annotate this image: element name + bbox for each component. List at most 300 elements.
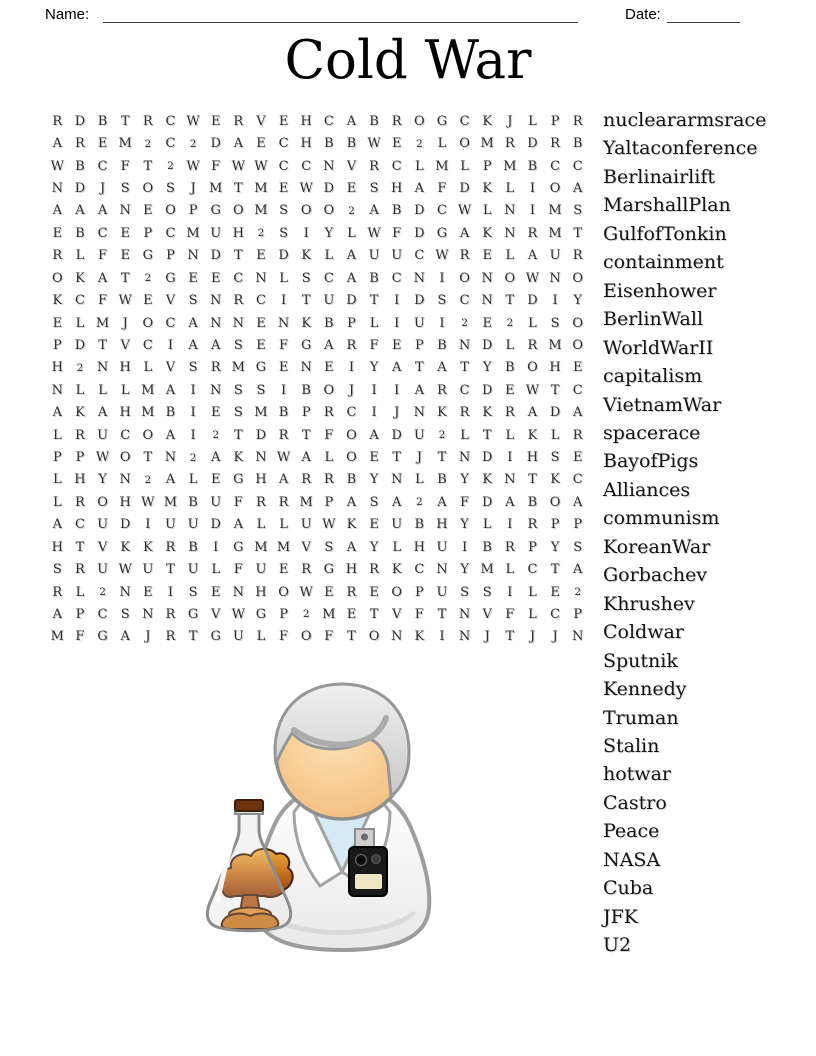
grid-cell: K — [301, 315, 312, 331]
grid-cell: F — [505, 606, 515, 622]
grid-cell: J — [190, 180, 196, 196]
grid-cell: U — [210, 225, 222, 241]
grid-cell: Y — [324, 225, 334, 241]
grid-cell: 2 — [438, 429, 446, 442]
grid-cell: C — [459, 113, 470, 129]
grid-cell: B — [369, 113, 379, 129]
grid-cell: O — [459, 136, 470, 152]
grid-cell: T — [120, 270, 130, 286]
grid-cell: R — [572, 113, 583, 129]
grid-cell: 2 — [144, 137, 152, 150]
grid-cell: W — [141, 494, 155, 510]
grid-cell: L — [369, 315, 379, 331]
grid-cell: N — [210, 315, 222, 331]
grid-cell: A — [165, 472, 176, 488]
grid-cell: A — [188, 337, 198, 353]
grid-cell: A — [346, 248, 357, 264]
grid-cell: 2 — [348, 204, 355, 217]
grid-cell: H — [413, 539, 425, 555]
grid-cell: R — [437, 382, 447, 398]
grid-cell: L — [75, 315, 85, 331]
grid-cell: L — [120, 382, 130, 398]
grid-cell: A — [572, 494, 583, 510]
grid-cell: I — [145, 517, 151, 533]
grid-cell: L — [482, 517, 492, 533]
grid-cell: K — [142, 539, 153, 555]
grid-cell: R — [301, 562, 312, 578]
grid-cell: N — [572, 629, 584, 645]
grid-cell: D — [278, 248, 289, 264]
grid-cell: D — [323, 180, 335, 196]
grid-cell: G — [255, 360, 267, 376]
grid-cell: D — [481, 337, 493, 353]
grid-cell: P — [573, 517, 583, 533]
grid-cell: A — [527, 248, 538, 264]
grid-cell: D — [255, 427, 267, 443]
grid-cell: F — [279, 337, 289, 353]
grid-cell: P — [75, 606, 85, 622]
grid-cell: I — [394, 315, 400, 331]
grid-cell: H — [232, 225, 244, 241]
grid-cell: I — [167, 337, 173, 353]
grid-cell: F — [279, 629, 289, 645]
grid-cell: B — [482, 539, 492, 555]
grid-cell: E — [52, 315, 63, 331]
grid-cell: T — [550, 382, 560, 398]
grid-cell: H — [119, 360, 131, 376]
grid-cell: H — [74, 472, 86, 488]
grid-cell: C — [436, 203, 447, 219]
grid-cell: G — [142, 248, 153, 264]
grid-cell: E — [346, 606, 357, 622]
word-list-item: NASA — [603, 848, 661, 871]
word-list-item: Cuba — [603, 877, 654, 900]
grid-cell: N — [232, 315, 244, 331]
grid-cell: R — [165, 606, 176, 622]
grid-cell: R — [52, 113, 63, 129]
grid-cell: L — [75, 584, 85, 600]
grid-cell: C — [323, 113, 334, 129]
grid-cell: N — [164, 450, 177, 466]
grid-cell: O — [300, 203, 312, 219]
grid-cell: E — [256, 136, 266, 152]
grid-cell: O — [549, 494, 561, 510]
grid-cell: M — [435, 158, 449, 174]
grid-cell: C — [165, 225, 176, 241]
grid-cell: M — [141, 382, 155, 398]
grid-cell: R — [75, 562, 85, 578]
grid-cell: M — [209, 180, 223, 196]
grid-cell: Y — [369, 360, 379, 376]
grid-cell: E — [52, 225, 63, 241]
grid-cell: D — [481, 450, 493, 466]
grid-cell: P — [347, 315, 356, 331]
grid-cell: R — [527, 337, 538, 353]
grid-cell: K — [482, 113, 493, 129]
grid-cell: S — [550, 450, 560, 466]
grid-cell: O — [572, 270, 584, 286]
grid-cell: A — [301, 450, 311, 466]
grid-cell: N — [391, 629, 403, 645]
word-list-item: Berlinairlift — [603, 165, 715, 188]
grid-cell: A — [52, 136, 62, 152]
grid-cell: L — [211, 562, 220, 578]
grid-cell: V — [256, 113, 266, 129]
grid-cell: N — [187, 248, 199, 264]
grid-cell: S — [550, 315, 560, 331]
grid-cell: R — [369, 158, 379, 174]
grid-cell: C — [391, 270, 402, 286]
grid-cell: O — [346, 427, 357, 443]
grid-cell: C — [165, 136, 176, 152]
grid-cell: A — [233, 136, 243, 152]
grid-cell: H — [119, 405, 131, 421]
grid-cell: S — [256, 382, 266, 398]
grid-cell: C — [97, 606, 108, 622]
grid-cell: D — [414, 203, 425, 219]
grid-cell: K — [482, 180, 493, 196]
grid-cell: L — [347, 225, 356, 241]
grid-cell: U — [97, 427, 109, 443]
grid-cell: U — [413, 315, 425, 331]
grid-cell: R — [52, 248, 63, 264]
grid-cell: C — [165, 315, 176, 331]
grid-cell: A — [505, 494, 515, 510]
grid-cell: L — [324, 450, 334, 466]
word-list-item: nucleararmsrace — [603, 109, 767, 131]
grid-cell: Y — [98, 472, 107, 488]
grid-cell: M — [50, 629, 64, 645]
grid-cell: B — [437, 472, 447, 488]
grid-cell: M — [480, 562, 494, 578]
grid-cell: 2 — [189, 137, 197, 150]
grid-cell: W — [457, 203, 472, 219]
word-list-item: WorldWarII — [603, 336, 714, 359]
grid-cell: F — [120, 158, 130, 174]
grid-cell: I — [507, 450, 513, 466]
grid-cell: H — [255, 472, 267, 488]
word-list-item: containment — [603, 251, 724, 274]
grid-cell: B — [324, 315, 334, 331]
grid-cell: H — [51, 360, 63, 376]
grid-cell: Y — [460, 472, 469, 488]
grid-cell: T — [573, 225, 583, 241]
grid-cell: E — [210, 113, 221, 129]
grid-cell: S — [573, 539, 583, 555]
grid-cell: L — [528, 584, 537, 600]
grid-cell: R — [323, 405, 334, 421]
grid-cell: F — [437, 180, 447, 196]
grid-cell: O — [527, 360, 538, 376]
grid-cell: C — [391, 158, 402, 174]
grid-cell: C — [278, 158, 289, 174]
grid-cell: A — [459, 225, 470, 241]
grid-cell: F — [460, 494, 470, 510]
grid-cell: N — [549, 270, 561, 286]
grid-cell: B — [527, 158, 538, 174]
grid-cell: V — [301, 539, 311, 555]
grid-cell: D — [481, 494, 493, 510]
grid-cell: R — [256, 494, 266, 510]
word-list-item: GulfofTonkin — [603, 222, 727, 245]
grid-cell: H — [119, 494, 131, 510]
word-list-item: Yaltaconference — [603, 137, 758, 160]
grid-cell: K — [346, 517, 357, 533]
word-list-item: Stalin — [603, 734, 660, 757]
grid-cell: L — [279, 517, 288, 533]
grid-cell: T — [528, 472, 537, 488]
name-label: Name: — [45, 6, 90, 23]
grid-cell: E — [391, 136, 402, 152]
grid-cell: S — [369, 180, 379, 196]
grid-cell: A — [52, 517, 62, 533]
grid-cell: T — [301, 293, 311, 309]
grid-cell: C — [233, 270, 244, 286]
grid-cell: A — [391, 494, 402, 510]
grid-cell: A — [75, 203, 85, 219]
grid-cell: N — [504, 472, 516, 488]
grid-cell: G — [300, 337, 312, 353]
grid-cell: R — [527, 225, 538, 241]
grid-cell: L — [414, 158, 424, 174]
grid-cell: I — [280, 382, 287, 398]
grid-cell: B — [346, 472, 357, 488]
scientist-illustration — [193, 660, 437, 952]
grid-cell: R — [346, 337, 357, 353]
grid-cell: S — [482, 584, 492, 600]
grid-cell: L — [482, 203, 492, 219]
grid-cell: M — [548, 337, 562, 353]
grid-cell: B — [301, 382, 311, 398]
grid-cell: E — [346, 180, 357, 196]
grid-cell: M — [299, 494, 313, 510]
grid-cell: B — [391, 203, 402, 219]
grid-cell: G — [233, 472, 244, 488]
grid-cell: M — [548, 203, 562, 219]
grid-cell: O — [142, 180, 154, 196]
grid-cell: N — [119, 584, 131, 600]
grid-cell: O — [459, 270, 470, 286]
grid-cell: I — [439, 629, 445, 645]
grid-cell: E — [278, 113, 289, 129]
grid-cell: F — [211, 158, 221, 174]
grid-cell: N — [51, 180, 63, 196]
grid-cell: M — [503, 158, 517, 174]
grid-cell: L — [324, 248, 334, 264]
word-list-item: JFK — [603, 905, 638, 928]
grid-cell: D — [481, 382, 493, 398]
grid-cell: N — [504, 225, 516, 241]
grid-cell: Y — [369, 539, 379, 555]
grid-cell: W — [231, 606, 245, 622]
grid-cell: J — [552, 629, 558, 645]
grid-cell: I — [507, 517, 513, 533]
grid-cell: I — [439, 315, 445, 331]
grid-cell: R — [165, 629, 176, 645]
grid-cell: L — [528, 113, 537, 129]
grid-cell: L — [505, 562, 515, 578]
grid-cell: A — [165, 382, 176, 398]
grid-cell: P — [573, 606, 583, 622]
grid-cell: M — [254, 180, 268, 196]
grid-cell: H — [51, 539, 63, 555]
grid-cell: D — [527, 136, 538, 152]
grid-cell: T — [369, 293, 379, 309]
grid-cell: D — [414, 293, 425, 309]
grid-cell: E — [120, 248, 130, 264]
grid-cell: K — [482, 405, 493, 421]
grid-cell: P — [52, 337, 62, 353]
grid-cell: R — [504, 539, 515, 555]
grid-cell: A — [165, 427, 176, 443]
word-list-item: U2 — [603, 934, 632, 957]
grid-cell: P — [324, 494, 334, 510]
grid-cell: S — [573, 203, 583, 219]
grid-cell: L — [279, 270, 288, 286]
grid-cell: O — [165, 203, 176, 219]
grid-cell: M — [322, 606, 336, 622]
grid-cell: V — [482, 606, 492, 622]
word-list-item: Truman — [603, 706, 679, 729]
grid-cell: B — [75, 225, 85, 241]
grid-cell: A — [346, 113, 357, 129]
grid-cell: L — [392, 539, 401, 555]
grid-cell: O — [504, 270, 516, 286]
grid-cell: E — [482, 248, 492, 264]
grid-cell: K — [233, 450, 244, 466]
grid-cell: O — [278, 584, 289, 600]
grid-cell: N — [458, 606, 471, 622]
grid-cell: L — [52, 472, 62, 488]
grid-cell: F — [233, 562, 243, 578]
grid-cell: I — [348, 360, 354, 376]
grid-cell: E — [278, 562, 289, 578]
grid-cell: U — [436, 584, 448, 600]
grid-cell: A — [346, 270, 357, 286]
grid-cell: P — [143, 225, 153, 241]
grid-cell: O — [346, 450, 357, 466]
grid-cell: O — [413, 113, 425, 129]
grid-cell: P — [414, 337, 424, 353]
grid-cell: A — [97, 405, 108, 421]
grid-cell: C — [550, 606, 561, 622]
grid-cell: N — [210, 293, 222, 309]
grid-cell: F — [414, 606, 424, 622]
grid-cell: A — [188, 315, 198, 331]
grid-cell: O — [572, 337, 584, 353]
grid-cell: O — [51, 270, 63, 286]
grid-cell: K — [391, 562, 402, 578]
grid-cell: R — [527, 517, 538, 533]
grid-cell: P — [279, 606, 288, 622]
grid-cell: B — [75, 158, 85, 174]
grid-cell: N — [232, 584, 244, 600]
word-list — [603, 106, 815, 960]
grid-cell: 2 — [76, 361, 84, 374]
grid-cell: E — [120, 225, 130, 241]
grid-cell: C — [527, 562, 538, 578]
word-list-item: MarshallPlan — [603, 194, 731, 217]
page-title: Cold War — [284, 30, 532, 91]
grid-cell: R — [233, 113, 244, 129]
grid-cell: A — [52, 606, 62, 622]
grid-cell: F — [75, 629, 85, 645]
grid-cell: I — [190, 427, 196, 443]
grid-cell: S — [188, 360, 198, 376]
grid-cell: A — [97, 203, 108, 219]
grid-cell: N — [255, 270, 267, 286]
grid-cell: N — [458, 629, 471, 645]
grid-cell: L — [256, 517, 266, 533]
grid-cell: U — [97, 517, 109, 533]
grid-cell: K — [120, 539, 131, 555]
grid-cell: F — [98, 248, 108, 264]
grid-cell: R — [572, 427, 583, 443]
grid-cell: D — [210, 517, 221, 533]
grid-cell: W — [186, 113, 200, 129]
grid-cell: I — [371, 405, 377, 421]
grid-cell: N — [391, 472, 403, 488]
word-list-item: Kennedy — [603, 678, 687, 701]
grid-cell: E — [143, 584, 153, 600]
grid-cell: R — [75, 494, 85, 510]
grid-cell: R — [210, 360, 221, 376]
word-list-item: Coldwar — [603, 621, 684, 644]
grid-cell: L — [52, 494, 62, 510]
grid-cell: F — [369, 337, 379, 353]
grid-cell: P — [482, 158, 492, 174]
grid-cell: M — [141, 405, 155, 421]
grid-cell: E — [324, 360, 334, 376]
grid-cell: W — [435, 248, 449, 264]
grid-cell: E — [369, 450, 379, 466]
grid-cell: T — [75, 539, 85, 555]
grid-cell: K — [75, 270, 85, 286]
grid-cell: M — [480, 136, 494, 152]
grid-cell: R — [278, 427, 289, 443]
grid-cell: S — [188, 293, 198, 309]
grid-cell: B — [414, 517, 425, 533]
word-list-item: spacerace — [603, 421, 701, 444]
grid-cell: 2 — [257, 227, 265, 240]
grid-cell: U — [142, 562, 154, 578]
grid-cell: O — [142, 427, 154, 443]
grid-cell: P — [52, 450, 62, 466]
grid-cell: M — [548, 225, 562, 241]
grid-cell: O — [323, 382, 335, 398]
grid-cell: N — [436, 562, 448, 578]
grid-cell: I — [213, 539, 219, 555]
grid-cell: B — [369, 270, 379, 286]
grid-cell: G — [210, 629, 221, 645]
word-list-item: BayofPigs — [603, 450, 699, 473]
word-list-item: VietnamWar — [603, 393, 722, 416]
grid-cell: R — [572, 248, 583, 264]
grid-cell: L — [143, 360, 153, 376]
grid-cell: P — [188, 203, 198, 219]
grid-cell: E — [278, 180, 289, 196]
grid-cell: N — [96, 360, 109, 376]
grid-cell: E — [256, 315, 266, 331]
grid-cell: T — [392, 450, 402, 466]
grid-cell: T — [550, 562, 560, 578]
grid-cell: E — [505, 382, 515, 398]
grid-cell: R — [52, 584, 63, 600]
grid-cell: N — [481, 270, 493, 286]
grid-cell: U — [97, 562, 109, 578]
grid-cell: B — [572, 136, 583, 152]
grid-cell: U — [187, 517, 199, 533]
